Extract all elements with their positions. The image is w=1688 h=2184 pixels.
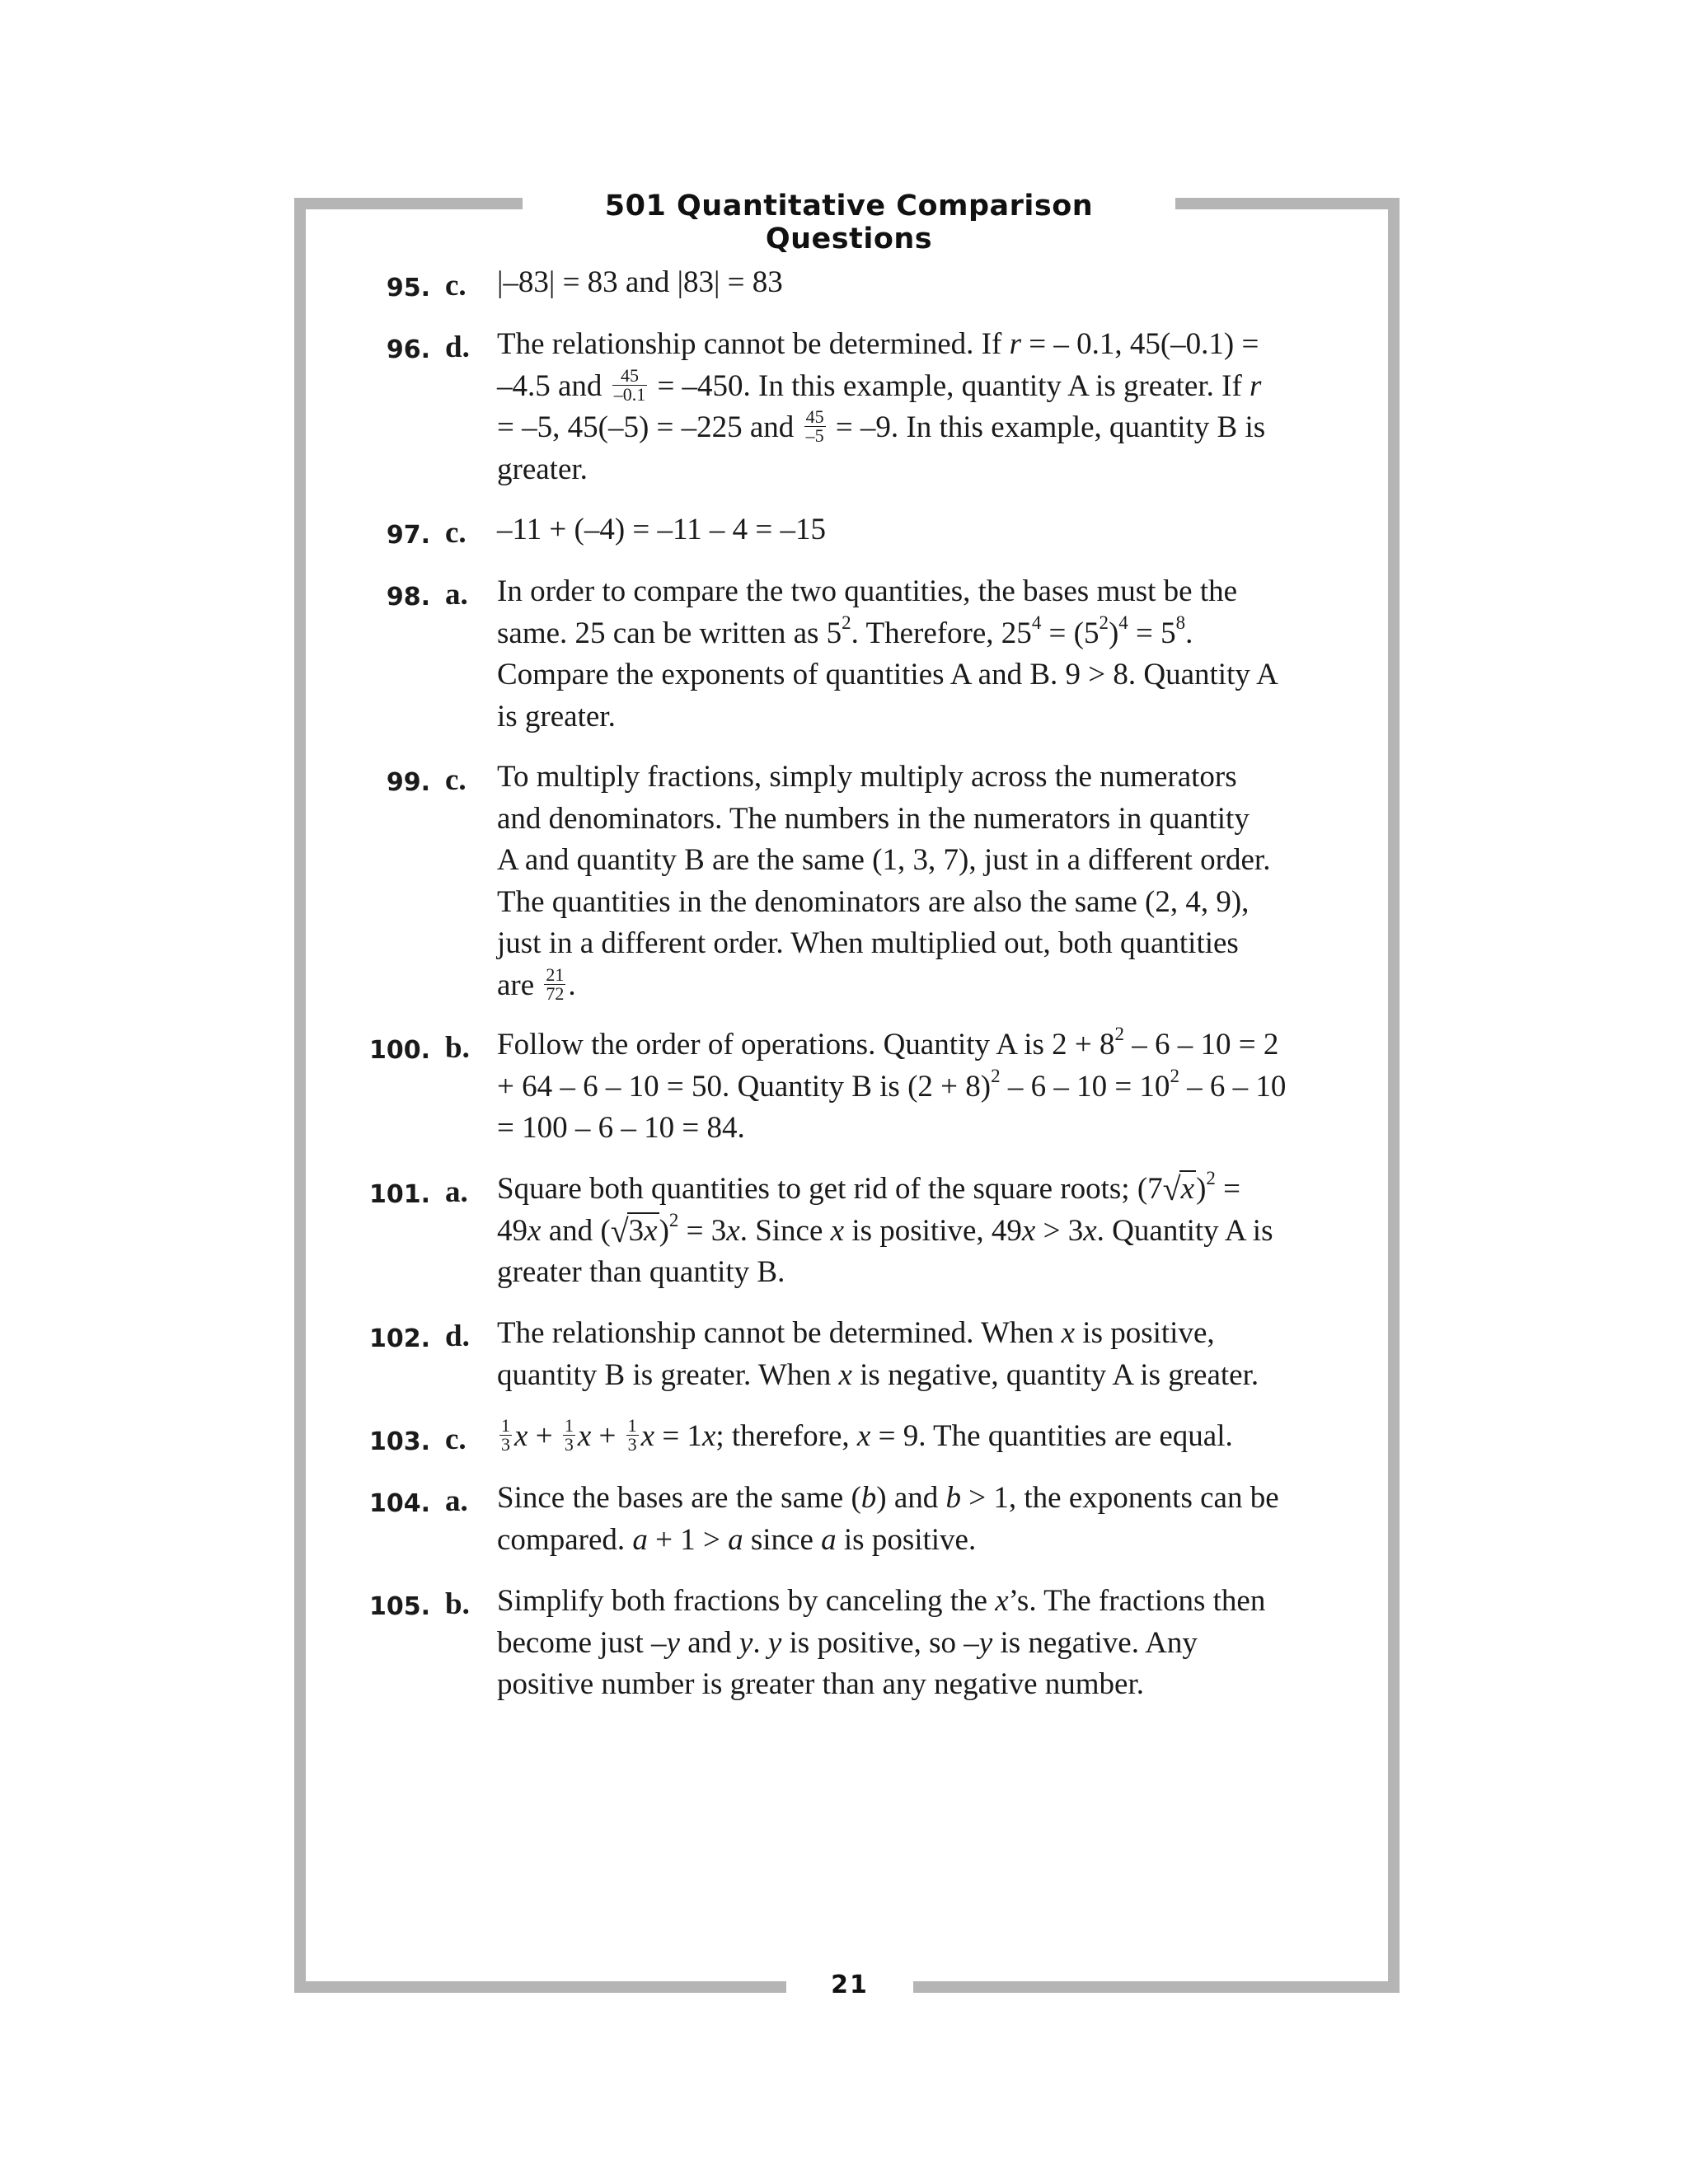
answer-letter: c. <box>445 269 467 302</box>
explanation: In order to compare the two quantities, the bases must be the same. 25 can be written as $5^2$. Therefore, $25^4 = (5^2)^4 = 5^8$. Compare the exponents of quantities A and B. 9 > 8. Quantity A is greater. <box>497 574 1278 733</box>
explanation: The relationship cannot be determined. When x is positive, quantity B is greater. When x is negative, quantity A is greater. <box>497 1316 1259 1392</box>
page-number: 21 <box>831 1971 869 1999</box>
answer-letter: d. <box>445 330 470 364</box>
fraction: $\frac{1}{3}$ <box>627 1415 637 1455</box>
question-number: 102. <box>368 1324 430 1353</box>
explanation: The relationship cannot be determined. If r = – 0.1, 45(–0.1) = –4.5 and $\frac{45}{-0.1}$ = –450. In this example, quantity A is greater. If r = –5, 45(–5) = –225 and $\frac{45}{-5}$ = –9. In this example, quantity B is greater. <box>497 327 1266 486</box>
question-number: 95. <box>386 274 430 302</box>
explanation: Follow the order of operations. Quantity A is $2 + 8^2 - 6 - 10 = 2$ + 64 – 6 – 10 = 50. Quantity B is $(2 + 8)^2 - 6 - 10 = 10^2 - 6 - 10$ = 100 – 6 – 10 = 84. <box>497 1024 1287 1145</box>
explanation: $\frac{1}{3}$ x + $\frac{1}{3}$ x + $\frac{1}{3}$ x = 1x; therefore, x = 9. The quantities are equal. <box>501 1415 1233 1455</box>
frame-bottom-right <box>913 1981 1400 1993</box>
frame-bottom-left <box>294 1981 786 1993</box>
frame-left <box>294 198 306 1993</box>
explanation: –11 + (–4) = –11 – 4 = –15 <box>497 513 826 546</box>
frame-top-right <box>1175 198 1400 209</box>
fraction: $\frac{1}{3}$ <box>501 1415 510 1455</box>
answer-letter: c. <box>445 1422 467 1456</box>
question-number: 96. <box>386 335 430 364</box>
answer-letter: a. <box>445 578 468 612</box>
square-root-sign: √ <box>610 1212 629 1249</box>
fraction: $\frac{45}{-5}$ <box>805 406 824 447</box>
question-number: 100. <box>368 1036 430 1065</box>
answer-letter: a. <box>445 1484 468 1518</box>
fraction: $\frac{21}{72}$ <box>546 963 565 1004</box>
question-number: 104. <box>368 1489 430 1518</box>
explanation: |–83| = 83 and |83| = 83 <box>497 265 783 299</box>
square-root-sign: √ <box>1162 1170 1181 1207</box>
frame-top-left <box>294 198 523 209</box>
question-number: 103. <box>368 1427 430 1456</box>
answer-letter: b. <box>445 1031 470 1065</box>
explanation: Since the bases are the same (b) and b > 1, the exponents can be compared. a + 1 > a since a is positive. <box>497 1481 1279 1557</box>
frame-right <box>1388 198 1400 1993</box>
page-title: 501 Quantitative Comparison Questions <box>604 190 1094 255</box>
answer-letter: c. <box>445 516 467 550</box>
question-number: 98. <box>386 583 430 612</box>
answer-letter: b. <box>445 1587 470 1621</box>
answer-letter: c. <box>445 763 467 797</box>
question-number: 99. <box>386 768 430 797</box>
answer-letter: a. <box>445 1175 468 1209</box>
fraction: $\frac{45}{-0.1}$ <box>613 364 646 405</box>
explanation: Square both quantities to get rid of the square roots; $(7√x)^2$ = 49x and $(√3x)^2 = 3x$. Since x is positive, 49x > 3x. Quantity A is greater than quantity B. <box>497 1168 1273 1289</box>
answer-letter: d. <box>445 1319 470 1353</box>
explanation: Simplify both fractions by canceling the x’s. The fractions then become just –y and y. y is positive, so –y is negative. Any positive number is greater than any negative number. <box>497 1584 1266 1701</box>
explanation: To multiply fractions, simply multiply across the numerators and denominators. The numbers in the numerators in quantity A and quantity B are the same (1, 3, 7), just in a different order. The quantities in the denominators are also the same (2, 4, 9), just in a different order. When multiplied out, both quantities are $\frac{21}{72}$ . <box>497 760 1271 1004</box>
question-number: 105. <box>368 1592 430 1621</box>
question-number: 97. <box>386 521 430 550</box>
fraction: $\frac{1}{3}$ <box>564 1415 574 1455</box>
question-number: 101. <box>368 1180 430 1209</box>
